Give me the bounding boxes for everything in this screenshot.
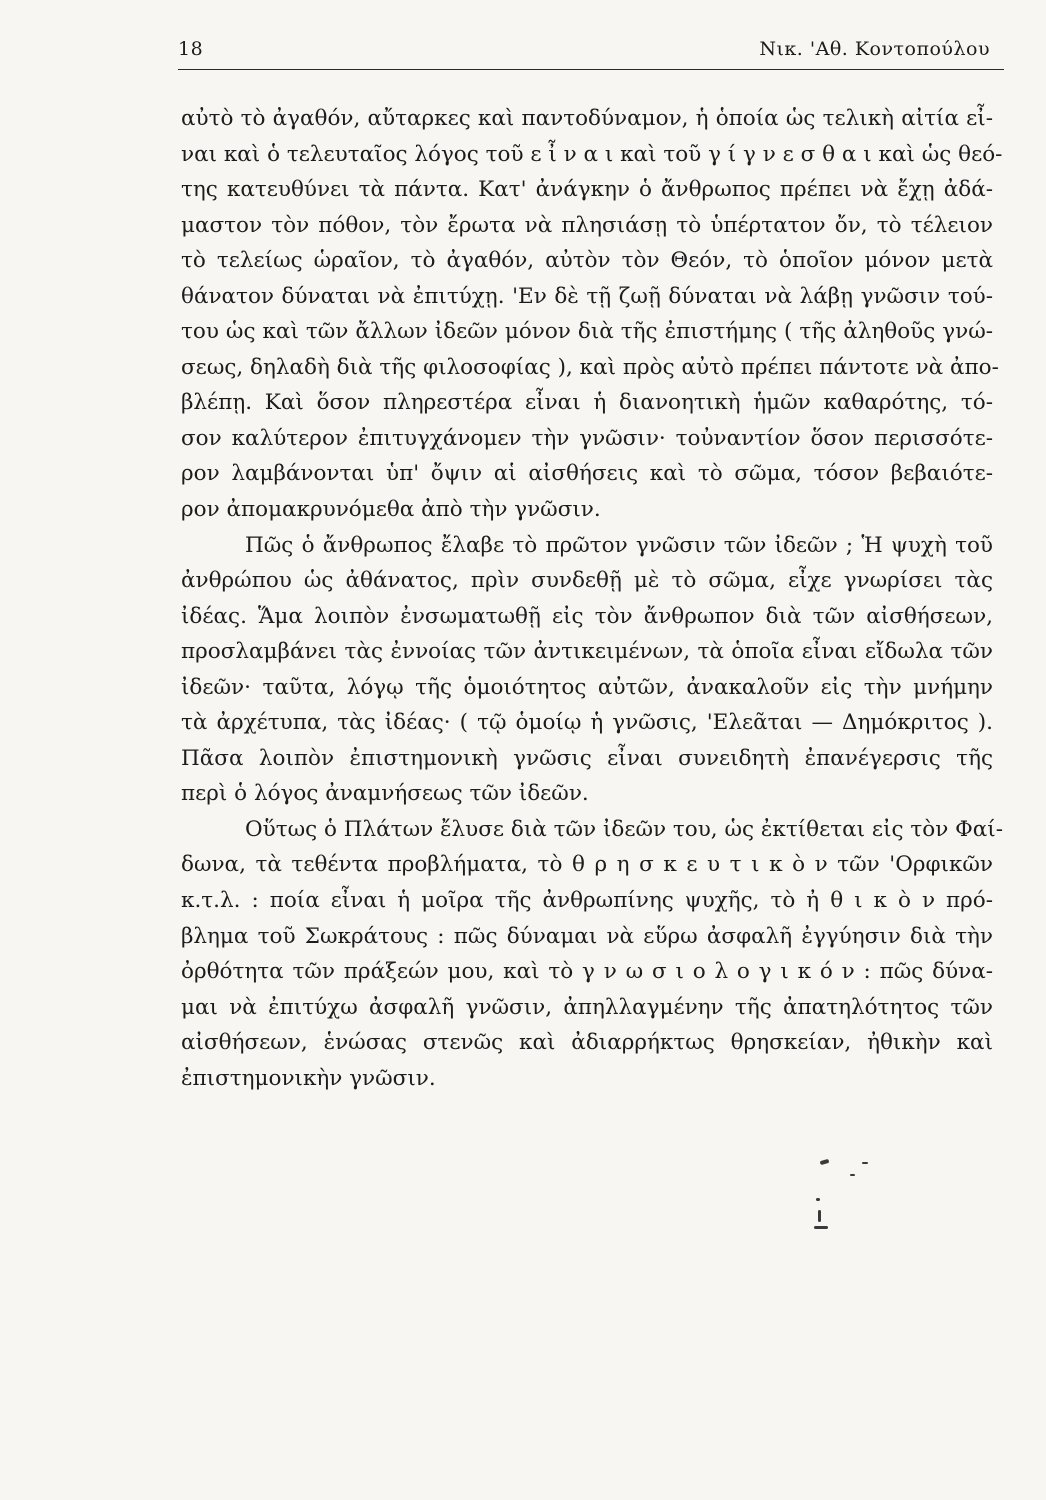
text-line: βλέπῃ. Καὶ ὅσον πληρεστέρα εἶναι ἡ διανοητικὴ ἡμῶν καθαρότης, τό- <box>181 390 993 416</box>
running-head-author: Νικ. 'Αθ. Κοντοπούλου <box>759 38 990 60</box>
header-rule <box>178 69 1004 70</box>
speck-mark <box>818 1210 821 1222</box>
text-line: της κατευθύνει τὰ πάντα. Κατ' ἀνάγκην ὁ ἄνθρωπος πρέπει νὰ ἔχῃ ἀδά- <box>181 177 993 203</box>
text-line: τὸ τελείως ὡραῖον, τὸ ἀγαθόν, αὐτὸν τὸν Θεόν, τὸ ὁποῖον μόνον μετὰ <box>181 248 993 274</box>
running-head <box>178 38 1020 68</box>
page-number: 18 <box>178 38 204 60</box>
text-line: ἰδέας. Ἅμα λοιπὸν ἐνσωματωθῇ εἰς τὸν ἄνθρωπον διὰ τῶν αἰσθήσεων, <box>181 603 993 629</box>
text-line: ρον λαμβάνονται ὑπ' ὄψιν αἱ αἰσθήσεις καὶ τὸ σῶμα, τόσον βεβαιότε- <box>181 461 993 487</box>
text-line: τὰ ἀρχέτυπα, τὰς ἰδέας· ( τῷ ὁμοίῳ ἡ γνῶσις, 'Ελεᾶται — Δημόκριτος ). <box>181 710 993 736</box>
text-line: σεως, δηλαδὴ διὰ τῆς φιλοσοφίας ), καὶ πρὸς αὐτὸ πρέπει πάντοτε νὰ ἀπο- <box>181 354 999 380</box>
text-line: Πῶς ὁ ἄνθρωπος ἔλαβε τὸ πρῶτον γνῶσιν τῶν ἰδεῶν ; Ἡ ψυχὴ τοῦ <box>245 532 993 558</box>
text-line: Οὕτως ὁ Πλάτων ἔλυσε διὰ τῶν ἰδεῶν του, ὡς ἐκτίθεται εἰς τὸν Φαί- <box>245 816 1003 842</box>
text-line: ἐπιστημονικὴν γνῶσιν. <box>181 1065 436 1091</box>
scan-specks <box>800 1148 880 1248</box>
text-line: ἀνθρώπου ὡς ἀθάνατος, πρὶν συνδεθῇ μὲ τὸ σῶμα, εἶχε γνωρίσει τὰς <box>181 568 993 594</box>
text-line: αὐτὸ τὸ ἀγαθόν, αὔταρκες καὶ παντοδύναμον, ἡ ὁποία ὡς τελικὴ αἰτία εἶ- <box>181 106 993 131</box>
speck-mark <box>862 1162 868 1164</box>
text-line: προσλαμβάνει τὰς ἐννοίας τῶν ἀντικειμένων, τὰ ὁποῖα εἶναι εἴδωλα τῶν <box>181 639 993 665</box>
text-line: ἰδεῶν· ταῦτα, λόγῳ τῆς ὁμοιότητος αὐτῶν, ἀνακαλοῦν εἰς τὴν μνήμην <box>181 674 993 700</box>
speck-mark <box>814 1226 828 1229</box>
text-line: δωνα, τὰ τεθέντα προβλήματα, τὸ θ ρ η σ κ ε υ τ ι κ ὸ ν τῶν 'Ορφικῶν <box>181 852 993 878</box>
body-text <box>181 101 1003 1096</box>
speck-mark <box>816 1198 820 1201</box>
text-line: θάνατον δύναται νὰ ἐπιτύχῃ. 'Εν δὲ τῇ ζωῇ δύναται νὰ λάβῃ γνῶσιν τού- <box>181 283 993 309</box>
text-line: του ὡς καὶ τῶν ἄλλων ἰδεῶν μόνον διὰ τῆς ἐπιστήμης ( τῆς ἀληθοῦς γνώ- <box>181 319 993 345</box>
text-line: περὶ ὁ λόγος ἀναμνήσεως τῶν ἰδεῶν. <box>181 781 589 807</box>
text-line: μαστον τὸν πόθον, τὸν ἔρωτα νὰ πλησιάσῃ τὸ ὑπέρτατον ὄν, τὸ τέλειον <box>181 212 993 238</box>
text-line: ρον ἀπομακρυνόμεθα ἀπὸ τὴν γνῶσιν. <box>181 497 601 523</box>
text-line: αἰσθήσεων, ἑνώσας στενῶς καὶ ἀδιαρρήκτως θρησκείαν, ἠθικὴν καὶ <box>181 1030 993 1056</box>
speck-mark <box>820 1159 830 1165</box>
text-line: κ.τ.λ. : ποία εἶναι ἡ μοῖρα τῆς ἀνθρωπίνης ψυχῆς, τὸ ἠ θ ι κ ὸ ν πρό- <box>181 888 993 914</box>
speck-mark <box>850 1174 855 1176</box>
text-line: σον καλύτερον ἐπιτυγχάνομεν τὴν γνῶσιν· τοὐναντίον ὅσον περισσότε- <box>181 425 993 451</box>
text-line: βλημα τοῦ Σωκράτους : πῶς δύναμαι νὰ εὕρω ἀσφαλῆ ἐγγύησιν διὰ τὴν <box>181 923 993 949</box>
text-line: μαι νὰ ἐπιτύχω ἀσφαλῆ γνῶσιν, ἀπηλλαγμένην τῆς ἀπατηλότητος τῶν <box>181 994 993 1020</box>
text-line: Πᾶσα λοιπὸν ἐπιστημονικὴ γνῶσις εἶναι συνειδητὴ ἐπανέγερσις τῆς <box>181 745 993 771</box>
text-line: ὀρθότητα τῶν πράξεών μου, καὶ τὸ γ ν ω σ ι ο λ ο γ ι κ ό ν : πῶς δύνα- <box>181 959 993 985</box>
text-line: ναι καὶ ὁ τελευταῖος λόγος τοῦ ε ἶ ν α ι καὶ τοῦ γ ί γ ν ε σ θ α ι καὶ ὡς θεό- <box>181 141 1003 167</box>
